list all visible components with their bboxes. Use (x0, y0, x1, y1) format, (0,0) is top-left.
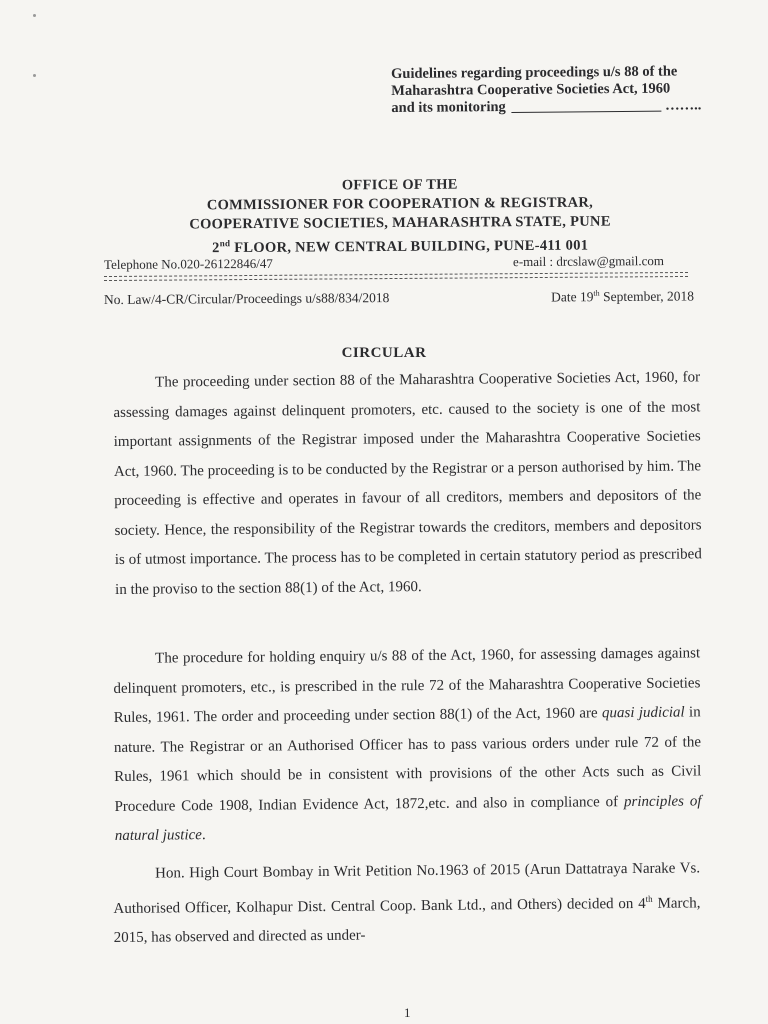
guidelines-line-3: and its monitoring (391, 99, 506, 116)
header-line-2: COMMISSIONER FOR COOPERATION & REGISTRAR, (206, 194, 594, 214)
email-text: e-mail : drcslaw@gmail.com (512, 253, 665, 270)
guidelines-dots: …….. (665, 97, 702, 114)
guidelines-line-2: Maharashtra Cooperative Societies Act, 1960 (391, 80, 671, 99)
telephone-text: Telephone No.020-26122846/47 (103, 255, 273, 272)
paragraph-1 (113, 363, 702, 605)
reference-line (104, 288, 694, 309)
header-line-1: OFFICE OF THE (341, 176, 458, 194)
scan-speck (33, 74, 36, 77)
office-header (100, 174, 701, 259)
header-line-3: COOPERATIVE SOCIETIES, MAHARASHTRA STATE, PUNE (189, 213, 611, 233)
paragraph-2: The procedure for holding enquiry u/s 88 of the Act, 1960, for assessing damages against delinquent promoters, etc., is prescribed in the rule 72 of the Maharashtra Cooperative Societies Rules, 1961. The order and proceeding under section 88(1) of the Act, 1960 are quasi judicial in nature. The Registrar or an Authorised Officer has to pass various orders under rule 72 of the Rules, 1961 which should be in consistent with provisions of the other Acts such as Civil Procedure Code 1908, Indian Evidence Act, 1872,etc. and also in compliance of principles of natural justice. (113, 645, 702, 844)
paragraph-3: Hon. High Court Bombay in Writ Petition No.1963 of 2015 (Arun Dattatraya Narake Vs. Authorised Officer, Kolhapur Dist. Central Coop. Bank Ltd., and Others) decided on 4th March, 2015, has observed and directed as under- (113, 860, 701, 946)
guidelines-line-1: Guidelines regarding proceedings u/s 88 of the (391, 63, 678, 82)
page-number: 1 (404, 1005, 411, 1020)
circular-title: CIRCULAR (341, 345, 427, 361)
circular-date: Date 19th September, 2018 (551, 288, 695, 305)
contact-line (104, 253, 664, 273)
scan-speck (33, 14, 36, 17)
header-line-4: 2nd FLOOR, NEW CENTRAL BUILDING, PUNE-411 001 (212, 237, 589, 257)
guidelines-subject (391, 63, 701, 117)
natural-justice-emphasis: principles of natural justice (114, 792, 702, 844)
dashed-divider (104, 276, 688, 281)
guidelines-underline (512, 111, 661, 113)
quasi-judicial-emphasis: quasi judicial (601, 704, 685, 722)
reference-number: No. Law/4-CR/Circular/Proceedings u/s88/834/2018 (103, 290, 390, 308)
paragraph-1-text: The proceeding under section 88 of the Maharashtra Cooperative Societies Act, 1960, for assessing damages against delinquent promoters, etc. caused to the society is one of the most important assignments of the Registrar imposed under the Maharashtra Cooperative Societies Act, 1960. The proceeding is to be conducted by the Registrar or a person authorised by him. The proceeding is effective and operates in favour of all creditors, members and depositors of the society. Hence, the responsibility of the Registrar towards the creditors, members and depositors is of utmost importance. The process has to be completed in certain statutory period as prescribed in the proviso to the section 88(1) of the Act, 1960. (113, 369, 702, 598)
